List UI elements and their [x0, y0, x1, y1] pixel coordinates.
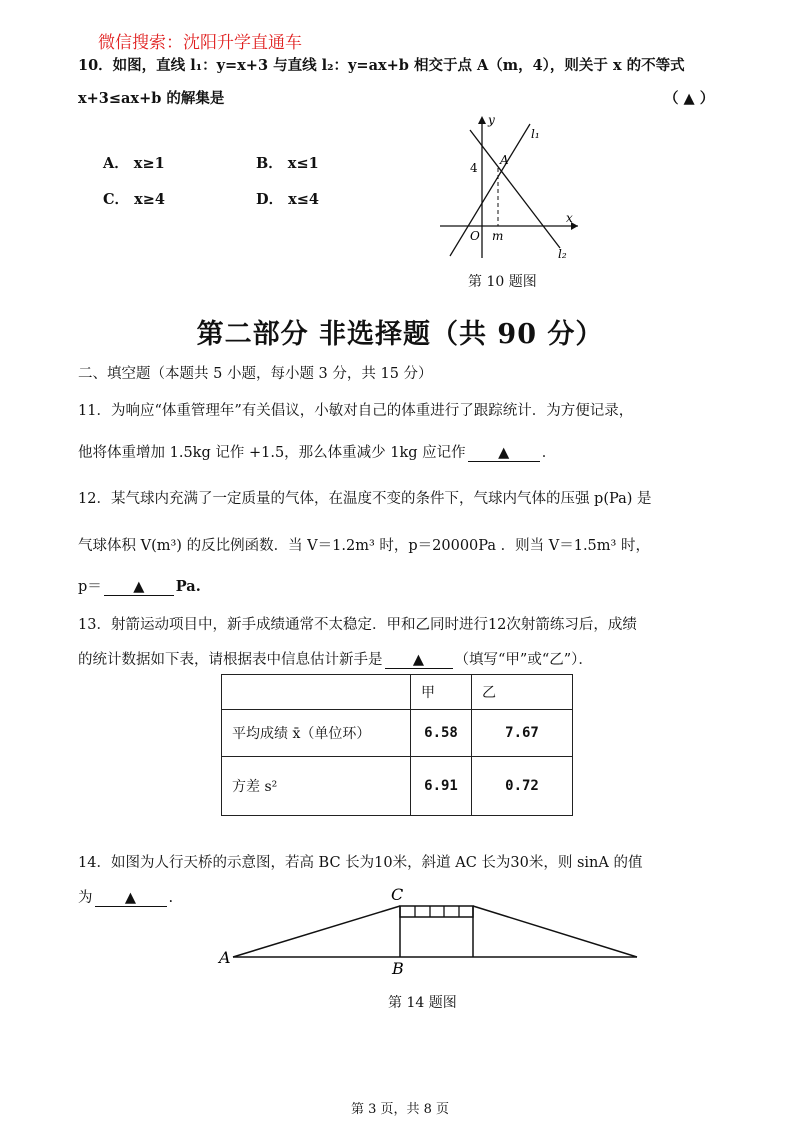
origin-label: O: [470, 229, 480, 243]
l1-label: l₁: [531, 127, 540, 141]
q11-answer-blank[interactable]: ▲: [468, 445, 540, 462]
q11-line1: 11．为响应“体重管理年”有关倡议，小敏对自己的体重进行了跟踪统计．为方便记录，: [78, 403, 634, 419]
y-axis-arrow: [478, 116, 486, 124]
q11-line2-wrap: [78, 441, 556, 462]
table-row: [222, 757, 573, 816]
q12-unit: Pa.: [175, 578, 201, 595]
four-tick-label: 4: [470, 161, 478, 175]
q14-answer-blank[interactable]: ▲: [95, 890, 167, 907]
q13-line2-end: （填写“甲”或“乙”）．: [454, 652, 593, 668]
table-cell: 6.91: [411, 757, 472, 816]
q13-line2-wrap: [78, 648, 593, 669]
watermark-text: 微信搜索：沈阳升学直通车: [98, 33, 302, 53]
ramp-right: [473, 906, 637, 957]
q10-stem-line2: x+3≤ax+b 的解集是: [78, 90, 225, 107]
ramp-left: [233, 906, 400, 957]
point-c-label: C: [391, 885, 404, 904]
section-title: 第二部分 非选择题（共 90 分）: [196, 319, 604, 350]
q13-line1: 13．射箭运动项目中，新手成绩通常不太稳定．甲和乙同时进行12次射箭练习后，成绩: [78, 617, 637, 633]
q12-answer-blank[interactable]: ▲: [104, 579, 174, 596]
q10-option-d: D． x≤4: [256, 191, 320, 208]
table-header-cell: [222, 675, 411, 710]
point-b-label: B: [392, 959, 404, 978]
x-axis-label: x: [566, 211, 573, 225]
q10-stem-line1: 10．如图，直线 l₁：y=x+3 与直线 l₂：y=ax+b 相交于点 A（m，4），则关于 x 的不等式: [78, 57, 685, 74]
q12-line2: 气球体积 V(m³) 的反比例函数．当 V＝1.2m³ 时，p＝20000Pa ．则当 V＝1.5m³ 时，: [78, 538, 650, 554]
q14-figure-caption: 第 14 题图: [388, 995, 457, 1011]
q12-p-prefix: p＝: [78, 579, 102, 595]
q10-figure: [430, 108, 590, 268]
table-header-cell: 乙: [472, 675, 573, 710]
q10-answer-marker: （ ▲ ）: [664, 90, 715, 107]
table-header-cell: 甲: [411, 675, 472, 710]
table-cell: 平均成绩 x̄（单位环）: [222, 710, 411, 757]
q14-line2: 为: [78, 890, 93, 906]
q14-line1: 14．如图为人行天桥的示意图，若高 BC 长为10米，斜道 AC 长为30米，则 sinA 的值: [78, 855, 643, 871]
page-footer: 第 3 页，共 8 页: [350, 1102, 450, 1117]
q13-answer-blank[interactable]: ▲: [385, 652, 453, 669]
q12-line1: 12．某气球内充满了一定质量的气体，在温度不变的条件下，气球内气体的压强 p(Pa) 是: [78, 491, 652, 507]
q10-option-c: C． x≥4: [103, 191, 165, 208]
table-row: [222, 710, 573, 757]
q14-line2-wrap: [78, 886, 173, 907]
q11-end: ．: [541, 445, 557, 461]
point-a-label: A: [500, 153, 509, 167]
y-axis-label: y: [488, 113, 495, 127]
q13-line2: 的统计数据如下表，请根据表中信息估计新手是: [78, 652, 383, 668]
q14-figure: [215, 882, 645, 982]
q10-option-a: A． x≥1: [103, 155, 165, 172]
table-cell: 7.67: [472, 710, 573, 757]
section-subtitle: 二、填空题（本题共 5 小题，每小题 3 分，共 15 分）: [78, 366, 433, 382]
table-header-row: [222, 675, 573, 710]
table-cell: 6.58: [411, 710, 472, 757]
m-label: m: [492, 229, 504, 243]
q10-figure-caption: 第 10 题图: [468, 274, 537, 290]
table-cell: 0.72: [472, 757, 573, 816]
q12-line3-wrap: [78, 575, 201, 596]
line-l1: [450, 124, 530, 256]
q13-stats-table: [221, 674, 573, 816]
q10-option-b: B． x≤1: [256, 155, 319, 172]
table-cell: 方差 s²: [222, 757, 411, 816]
bridge-deck: [400, 906, 473, 917]
q14-end: .: [168, 890, 174, 906]
point-a-label: A: [219, 948, 231, 967]
l2-label: l₂: [558, 247, 567, 261]
q11-line2: 他将体重增加 1.5kg 记作 +1.5，那么体重减少 1kg 应记作: [78, 445, 466, 461]
